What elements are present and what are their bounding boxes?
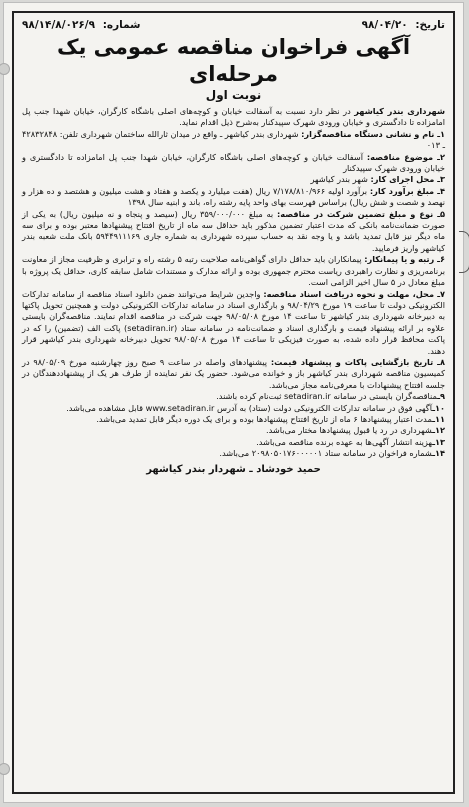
item-text: شهر بندر کیاشهر (310, 174, 371, 185)
ad-frame (12, 11, 455, 794)
item-key: ۷ـ محل، مهلت و نحوه دریافت اسناد مناقصه: (263, 288, 446, 299)
list-item (22, 209, 445, 255)
list-item (22, 174, 445, 185)
date-block (362, 18, 445, 32)
list-item (22, 448, 445, 459)
item-key: ۱ـ نام و نشانی دستگاه مناقصه‌گزار: (301, 128, 445, 139)
item-key: ۹ـ (437, 391, 445, 402)
number-value: ۹۸/۱۴/۸/۰۲۶/۹ (22, 19, 96, 31)
number-block (22, 18, 140, 32)
list-item (22, 289, 445, 357)
item-key: ۱۱ـ (432, 413, 445, 424)
item-key: ۱۳ـ (432, 436, 445, 447)
item-key: ۱۰ـ (432, 402, 445, 413)
ad-subtitle: نوبت اول (205, 88, 262, 102)
item-key: ۵ـ نوع و مبلغ تضمین شرکت در مناقصه: (276, 208, 445, 219)
item-text: مدت اعتبار پیشنهادها ۶ ماه از تاریخ افتتاح پیشنهادها بوده و برای یک دوره دیگر قابل تمدید می‌باشد. (96, 413, 433, 424)
ad-header (22, 18, 445, 32)
item-text: برآورد اولیه ۷/۱۷۸/۸۱۰/۹۶۶ ریال (هفت میلیارد و یکصد و هفتاد و هشت میلیون و هشتصد و ده هزار و نهصد و شصت و شش ریال) براساس فهرست بهای واحد پایه رشته راه، باند و ابنیه سال ۱۳۹۸ (22, 185, 445, 208)
item-key: ۱۴ـ (432, 448, 445, 459)
number-label: شماره: (102, 19, 141, 31)
item-text: آسفالت خیابان و کوچه‌های اصلی باشگاه کارگران، خیابان شهدا جنب پل امامزاده تا دادگستری و خیابان ورودی شهرک سپیدکنار (22, 151, 445, 174)
item-text: هزینه انتشار آگهی‌ها به عهده برنده مناقصه می‌باشد. (256, 436, 433, 447)
signature: حمید خودشاد ـ شهردار بندر کیاشهر (146, 463, 321, 475)
list-item (22, 254, 445, 288)
item-text: شماره فراخوان در سامانه ستاد ۲۰۹۸۰۵۰۱۷۶۰۰۰۰۰۱ می‌باشد. (219, 448, 433, 459)
intro-text: در نظر دارد نسبت به آسفالت خیابان و کوچه‌های اصلی باشگاه کارگران، خیابان شهدا جنب پل امامزاده تا دادگستری و خیابان ورودی شهرک سپیدکنار به‌شرح ذیل اقدام نماید. (22, 106, 445, 128)
item-key: ۶ـ رتبه و یا پیمانکار: (364, 254, 445, 265)
item-text: به مبلغ ۳۵۹/۰۰۰/۰۰۰ ریال (سیصد و پنجاه و نه میلیون ریال) به یکی از صورت ضمانت‌نامه بانکی که مدت اعتبار تضمین مذکور باید حداقل سه ماه از تاریخ افتتاح پیشنهادها معتبر بوده و برای سه ماه دیگر نیز قابل تمدید باشد و یا وجه نقد به حساب سپرده شهرداری به شماره جاری ۵۹۴۴۹۱۱۱۶۹ بانک ملت شعبه بندر کیاشهر واریز فرمایید. (22, 208, 445, 253)
intro-paragraph (22, 106, 445, 129)
list-item (22, 391, 445, 402)
item-key: ۸ـ تاریخ بازگشایی پاکات و پیشنهاد قیمت: (270, 356, 445, 367)
item-text: پیمانکاران باید حداقل دارای گواهی‌نامه صلاحیت رتبه ۵ رشته راه و ترابری و ظرفیت مجاز از معاونت برنامه‌ریزی و نظارت راهبردی ریاست محترم جمهوری بوده و ارائه مدارک و مستندات شامل سابقه کاری، حداقل یک پروژه با مبلغ معادل در ۵ سال اخیر الزامی است. (22, 254, 445, 288)
list-item (22, 403, 445, 414)
list-item (22, 186, 445, 209)
item-text: شهرداری در رد یا قبول پیشنهادها مختار می‌باشد. (265, 425, 433, 436)
intro-bold: شهرداری بندر کیاشهر (354, 106, 445, 116)
edge-mark (459, 231, 469, 273)
date-value: ۹۸/۰۴/۲۰ (361, 19, 408, 31)
item-key: ۴ـ مبلغ برآورد کار: (369, 185, 445, 196)
item-text: آگهی فوق در سامانه تدارکات الکترونیکی دولت (ستاد) به آدرس www.setadiran.ir قابل مشاهده می‌باشد. (66, 402, 433, 413)
ad-body (22, 106, 445, 460)
list-item (22, 129, 445, 152)
item-key: ۳ـ محل اجرای کار: (370, 174, 445, 185)
ad-title: آگهی فراخوان مناقصه عمومی یک مرحله‌ای (56, 35, 411, 86)
date-label: تاریخ: (415, 19, 445, 31)
list-item (22, 414, 445, 425)
item-text: مناقصه‌گران بایستی در سامانه setadiran.ir ثبت‌نام کرده باشند. (216, 391, 438, 402)
binder-hole (0, 763, 10, 775)
list-item (22, 437, 445, 448)
binder-hole (0, 63, 10, 75)
list-item (22, 425, 445, 436)
item-text: پیشنهادهای واصله در ساعت ۹ صبح روز چهارشنبه مورخ ۹۸/۰۵/۰۹ در کمیسیون مناقصه شهرداری بندر کیاشهر باز و خوانده می‌شود. حضور یک نفر نماینده از طرف هر یک از پیشنهاددهندگان در جلسه افتتاح پیشنهادات با معرفی‌نامه مجاز می‌باشد. (22, 356, 445, 390)
item-key: ۲ـ موضوع مناقصه: (366, 151, 445, 162)
list-item (22, 357, 445, 391)
list-item (22, 152, 445, 175)
newspaper-clipping (3, 2, 464, 803)
item-text: واجدین شرایط می‌توانند ضمن دانلود اسناد مناقصه از سامانه تدارکات الکترونیکی دولت تا ساعت ۱۹ مورخ ۹۸/۰۴/۲۹ و بارگذاری اسناد در سامانه تدارکات الکترونیکی دولت و همچنین تحویل پاکتها به دبیرخانه شهرداری بندر کیاشهر تا ساعت ۱۴ مورخ ۹۸/۰۵/۰۸ جهت شرکت در مناقصه اقدام نمایند. مناقصه‌گران بایستی علاوه بر ارائه پیشنهاد قیمت و بارگذاری اسناد و ضمانت‌نامه در سامانه ستاد (setadiran.ir) پاکت الف (تضمین) را که در پاکت محافظ قرار داده شده، به صورت فیزیکی تا ساعت ۱۴ مورخ ۹۸/۰۵/۰۸ تحویل دبیرخانه شهرداری بندر کیاشهر قرار دهند. (22, 288, 445, 356)
item-key: ۱۲ـ (432, 425, 445, 436)
item-text: شهرداری بندر کیاشهر ـ واقع در میدان ثارالله ساختمان شهرداری تلفن: ۴۲۸۳۲۸۴۸ ـ ۰۱۳ (21, 128, 445, 151)
